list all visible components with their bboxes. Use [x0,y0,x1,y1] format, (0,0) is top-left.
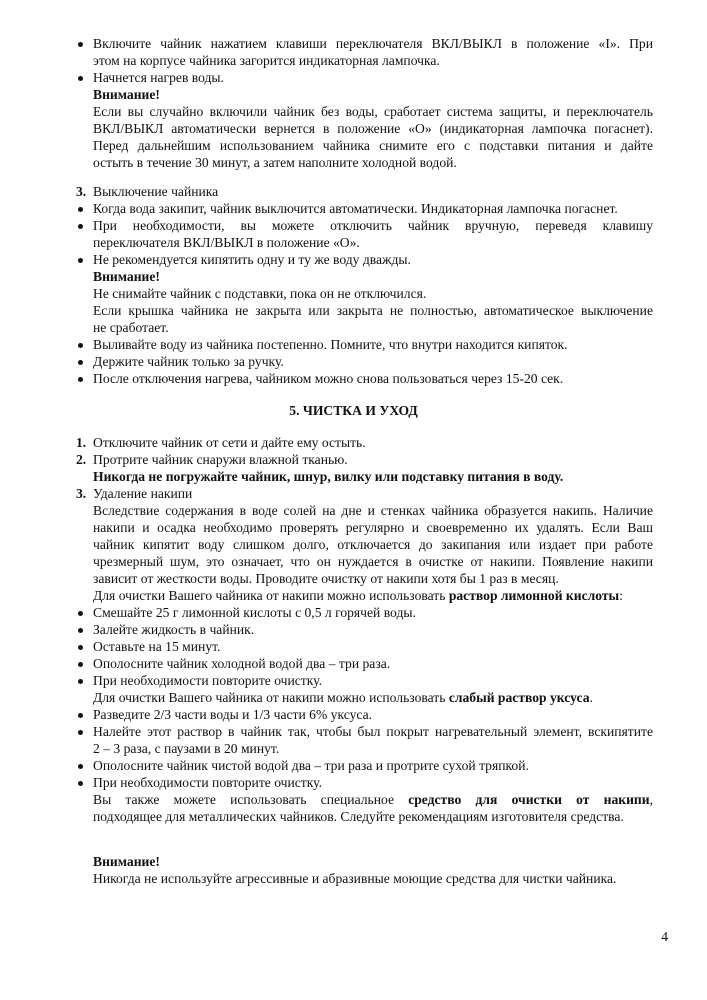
text-span: , [649,792,653,807]
text-line [93,587,623,604]
text-line: Если вы случайно включили чайник без воды, сработает система защиты, и переключатель [93,104,653,119]
text-line: Никогда не используйте агрессивные и абразивные моющие средства для чистки чайника. [93,871,617,886]
text-line: Протрите чайник снаружи влажной тканью. [93,452,348,467]
text-line: Начнется нагрев воды. [93,70,224,85]
text-line [93,689,593,706]
bullet-icon [78,224,83,229]
bullet-icon [78,628,83,633]
page-number: 4 [661,929,668,944]
bullet-icon [78,377,83,382]
section-heading: 5. ЧИСТКА И УХОД [289,403,418,418]
text-line [93,791,653,808]
warning-title: Внимание! [93,269,160,284]
bullet-icon [78,713,83,718]
text-line: подходящее для металлических чайников. Следуйте рекомендациям изготовителя средства. [93,809,624,824]
text-line: накипи и осадка необходимо проверять регулярно и своевременно их удалять. Если Ваш [93,520,653,535]
text-line: После отключения нагрева, чайником можно снова пользоваться через 15-20 сек. [93,371,564,386]
text-line: чрезмерный шум, это означает, что он нуждается в очистке от накипи. Появление накипи [93,554,653,569]
text-line: Смешайте 25 г лимонной кислоты с 0,5 л горячей воды. [93,605,416,620]
list-number: 1. [76,435,87,450]
text-line: остыть в течение 30 минут, а затем наполните холодной водой. [93,155,457,170]
bullet-icon [78,258,83,263]
list-number: 3. [76,486,87,501]
text-line: Ополосните чайник холодной водой два – три раза. [93,656,391,671]
text-line: Держите чайник только за ручку. [93,354,284,369]
bullet-icon [78,76,83,81]
bullet-icon [78,343,83,348]
bullet-icon [78,645,83,650]
bullet-icon [78,611,83,616]
text-span: : [619,588,623,603]
text-line: Выливайте воду из чайника постепенно. Помните, что внутри находится кипяток. [93,337,568,352]
text-span: Вы также можете использовать специальное [93,792,409,807]
list-number: 2. [76,452,87,467]
bullet-icon [78,764,83,769]
list-number: 3. [76,184,87,199]
text-line: Вследствие содержания в воде солей на дне и стенках чайника образуется накипь. Наличие [93,503,653,518]
text-line: не сработает. [93,320,169,335]
text-line: Если крышка чайника не закрыта или закрыта не полностью, автоматическое выключение [93,303,653,318]
text-line: Включите чайник нажатием клавиши переключателя ВКЛ/ВЫКЛ в положение «I». При [93,36,653,51]
bullet-icon [78,207,83,212]
subsection-title: Удаление накипи [93,486,193,501]
text-line: Налейте этот раствор в чайник так, чтобы был покрыт нагревательный элемент, вскипятите [93,724,653,739]
text-line: При необходимости повторите очистку. [93,673,322,688]
text-line: Ополосните чайник чистой водой два – три раза и протрите сухой тряпкой. [93,758,529,773]
text-line: Не снимайте чайник с подставки, пока он не отключился. [93,286,427,301]
text-line: Оставьте на 15 минут. [93,639,221,654]
bullet-icon [78,679,83,684]
warning-title: Внимание! [93,854,160,869]
text-line: Не рекомендуется кипятить одну и ту же воду дважды. [93,252,411,267]
bold-warning-line: Никогда не погружайте чайник, шнур, вилку или подставку питания в воду. [93,469,564,484]
text-span: Для очистки Вашего чайника от накипи можно использовать [93,690,449,705]
text-line: ВКЛ/ВЫКЛ автоматически вернется в положение «О» (индикаторная лампочка погаснет). [93,121,653,136]
text-line: чайник кипятит воду слишком долго, отключается до закипания или издает при работе [93,537,653,552]
text-line: Когда вода закипит, чайник выключится автоматически. Индикаторная лампочка погаснет. [93,201,618,216]
bold-span: слабый раствор уксуса [448,690,590,705]
warning-title: Внимание! [93,87,160,102]
text-line: этом на корпусе чайника загорится индикаторная лампочка. [93,53,440,68]
bullet-icon [78,360,83,365]
text-line: 2 – 3 раза, с паузами в 20 минут. [93,741,280,756]
bullet-icon [78,730,83,735]
text-line: Залейте жидкость в чайник. [93,622,255,637]
bullet-icon [78,781,83,786]
text-line: зависит от жесткости воды. Проводите очистку от накипи хотя бы 1 раз в месяц. [93,571,559,586]
text-span: Для очистки Вашего чайника от накипи можно использовать [93,588,449,603]
text-line: Отключите чайник от сети и дайте ему остыть. [93,435,366,450]
text-line: Разведите 2/3 части воды и 1/3 части 6% уксуса. [93,707,373,722]
bold-span: средство для очистки от накипи [408,792,650,807]
text-line: Перед дальнейшим использованием чайника снимите его с подставки питания и дайте [93,138,653,153]
subsection-title: Выключение чайника [93,184,219,199]
bold-span: раствор лимонной кислоты [448,588,620,603]
bullet-icon [78,42,83,47]
text-line: переключателя ВКЛ/ВЫКЛ в положение «О». [93,235,360,250]
text-line: При необходимости повторите очистку. [93,775,322,790]
text-span: . [589,690,593,705]
bullet-icon [78,662,83,667]
text-line: При необходимости, вы можете отключить чайник вручную, переведя клавишу [93,218,653,233]
